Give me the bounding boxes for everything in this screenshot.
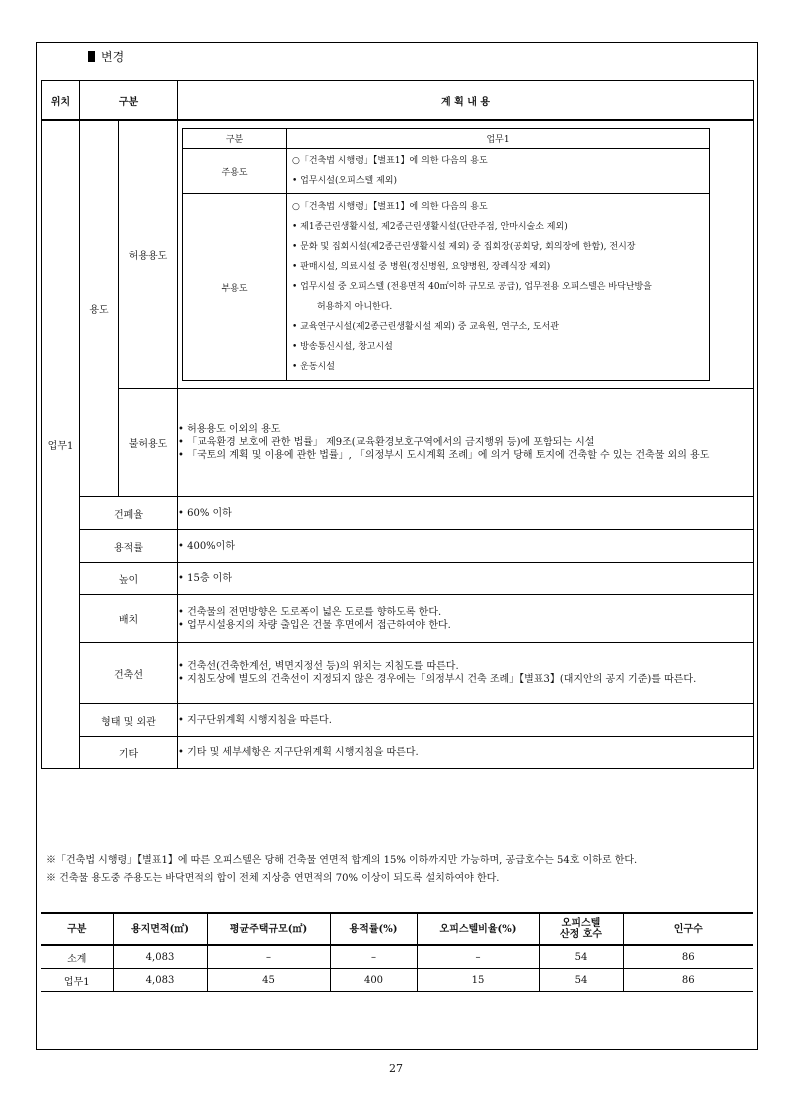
plan-table — [41, 80, 754, 769]
row-item: • 건축물의 전면방향은 도로폭이 넓은 도로를 향하도록 한다. — [178, 606, 753, 619]
row-item: • 400%이하 — [178, 540, 753, 553]
sub-use-line: • 문화 및 집회시설(제2종근린생활시설 제외) 중 집회장(공회당, 회의장에 한함), 전시장 — [292, 242, 636, 252]
row-content-floor-area-ratio — [178, 530, 754, 563]
main-use-line: ○「건축법 시행령」【별표1】에 의한 다음의 용도 — [292, 156, 488, 166]
sub-use-line: ○「건축법 시행령」【별표1】에 의한 다음의 용도 — [292, 202, 488, 212]
footnote: ※ 건축물 용도중 주용도는 바닥면적의 합이 전체 지상층 연면적의 70% 이상이 되도록 설치하여야 한다. — [46, 873, 500, 884]
stats-cell: 86 — [623, 945, 753, 969]
prohibited-use-item: • 허용용도 이외의 용도 — [178, 423, 753, 436]
prohibited-use-item: • 「국토의 계획 및 이용에 관한 법률」, 「의정부시 도시계획 조례」에 의거 당해 토지에 건축할 수 있는 건축물 외의 용도 — [178, 449, 753, 462]
stats-header: 용적률(%) — [330, 913, 417, 945]
use-label: 용도 — [80, 120, 119, 497]
row-content-height — [178, 563, 754, 595]
allowed-use-label: 허용용도 — [119, 120, 178, 389]
stats-cell: 4,083 — [113, 969, 207, 992]
row-label-layout: 배치 — [80, 595, 178, 643]
row-content-building-line — [178, 643, 754, 704]
stats-header: 오피스텔 산정 호수 — [539, 913, 623, 945]
row-content-layout — [178, 595, 754, 643]
footnote: ※「건축법 시행령」【별표1】에 따른 오피스텔은 당해 건축물 연면적 합계의 15% 이하까지만 가능하며, 공급호수는 54호 이하로 한다. — [46, 855, 638, 866]
allowed-use-content — [178, 120, 754, 389]
stats-header: 평균주택규모(㎡) — [207, 913, 330, 945]
prohibited-use-label: 불허용도 — [119, 389, 178, 497]
square-bullet-icon — [88, 51, 95, 62]
row-label-height: 높이 — [80, 563, 178, 595]
sub-use-line: • 제1종근린생활시설, 제2종근린생활시설(단란주점, 안마시술소 제외) — [292, 222, 568, 232]
stats-cell: 소계 — [41, 945, 113, 969]
stats-cell: 54 — [539, 969, 623, 992]
main-use-label: 주용도 — [183, 149, 287, 194]
stats-cell: 45 — [207, 969, 330, 992]
stats-cell: 4,083 — [113, 945, 207, 969]
stats-header: 인구수 — [623, 913, 753, 945]
zone-cell: 업무1 — [42, 120, 80, 769]
main-use-line: • 업무시설(오피스텔 제외) — [292, 176, 398, 186]
stats-header: 용지면적(㎡) — [113, 913, 207, 945]
row-item: • 지침도상에 별도의 건축선이 지정되지 않은 경우에는「의정부시 건축 조례」【별표3】(대지안의 공지 기준)를 따른다. — [178, 673, 753, 686]
stats-cell: 업무1 — [41, 969, 113, 992]
section-heading-text: 변경 — [101, 50, 125, 64]
sub-use-lines — [287, 194, 710, 381]
stats-table — [41, 912, 753, 992]
page-number: 27 — [389, 1062, 403, 1075]
prohibited-use-content — [178, 389, 754, 497]
row-item: • 지구단위계획 시행지침을 따른다. — [178, 714, 753, 727]
stats-cell: 400 — [330, 969, 417, 992]
row-content-form — [178, 704, 754, 737]
main-use-lines — [287, 149, 710, 194]
row-item: • 60% 이하 — [178, 507, 753, 520]
header-content: 계 획 내 용 — [178, 81, 754, 121]
sub-use-line: • 방송통신시설, 창고시설 — [292, 342, 393, 352]
sub-use-line: • 교육연구시설(제2종근린생활시설 제외) 중 교육원, 연구소, 도서관 — [292, 322, 560, 332]
stats-cell: 15 — [417, 969, 539, 992]
sub-use-line: 허용하지 아니한다. — [317, 302, 393, 312]
row-content-etc — [178, 737, 754, 769]
row-item: • 업무시설용지의 차량 출입은 건물 후면에서 접근하여야 한다. — [178, 619, 753, 632]
section-heading — [88, 48, 124, 65]
header-position: 위치 — [42, 81, 80, 121]
inner-header-zone: 업무1 — [287, 129, 710, 149]
row-label-form: 형태 및 외관 — [80, 704, 178, 737]
row-item: • 15층 이하 — [178, 572, 753, 585]
inner-header-category: 구분 — [183, 129, 287, 149]
row-label-etc: 기타 — [80, 737, 178, 769]
sub-use-line: • 업무시설 중 오피스텔 (전용면적 40㎡이하 규모로 공급), 업무전용 오피스텔은 바닥난방을 — [292, 282, 652, 292]
stats-cell: – — [417, 945, 539, 969]
header-category: 구분 — [80, 81, 178, 121]
prohibited-use-item: • 「교육환경 보호에 관한 법률」 제9조(교육환경보호구역에서의 금지행위 등)에 포함되는 시설 — [178, 436, 753, 449]
stats-cell: – — [207, 945, 330, 969]
stats-header: 오피스텔비율(%) — [417, 913, 539, 945]
stats-header: 구분 — [41, 913, 113, 945]
sub-use-line: • 운동시설 — [292, 362, 335, 372]
row-label-coverage: 건폐율 — [80, 497, 178, 530]
row-content-coverage — [178, 497, 754, 530]
allowed-use-table — [182, 128, 710, 381]
sub-use-line: • 판매시설, 의료시설 중 병원(정신병원, 요양병원, 장례식장 제외) — [292, 262, 551, 272]
row-label-floor-area-ratio: 용적률 — [80, 530, 178, 563]
sub-use-label: 부용도 — [183, 194, 287, 381]
stats-cell: 54 — [539, 945, 623, 969]
row-label-building-line: 건축선 — [80, 643, 178, 704]
row-item: • 기타 및 세부세항은 지구단위계획 시행지침을 따른다. — [178, 746, 753, 759]
stats-cell: – — [330, 945, 417, 969]
stats-cell: 86 — [623, 969, 753, 992]
row-item: • 건축선(건축한계선, 벽면지정선 등)의 위치는 지침도를 따른다. — [178, 660, 753, 673]
